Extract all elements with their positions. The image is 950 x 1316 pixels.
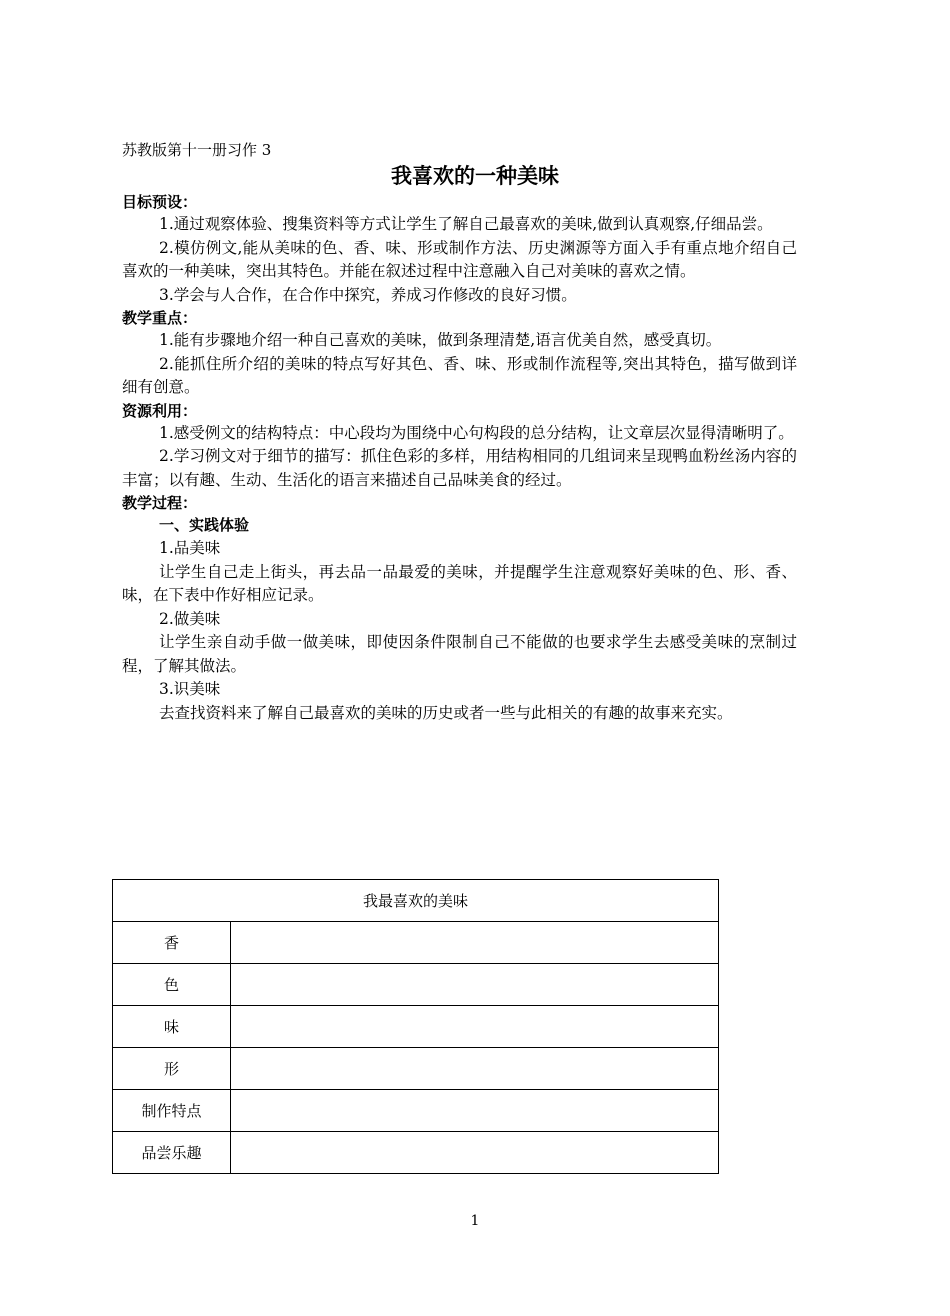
row-label: 形	[113, 1048, 231, 1090]
step-title: 1.品美味	[159, 539, 221, 557]
row-entry-cell	[231, 1048, 719, 1090]
resources-heading: 资源利用：	[122, 401, 198, 420]
goals-heading: 目标预设：	[122, 193, 198, 211]
resource-item: 2.学习例文对于细节的描写：抓住色彩的多样，用结构相同的几组词来呈现鸭血粉丝汤内容的丰富；以有趣、生动、生活化的语言来描述自己品味美食的经过。	[122, 447, 797, 489]
document-body	[122, 191, 797, 725]
table-row	[113, 964, 719, 1006]
row-label: 味	[113, 1006, 231, 1048]
process-heading: 教学过程：	[122, 494, 198, 512]
favorite-food-table	[112, 879, 719, 1174]
row-entry-cell	[231, 1090, 719, 1132]
step-text: 去查找资料来了解自己最喜欢的美味的历史或者一些与此相关的有趣的故事来充实。	[159, 703, 733, 722]
row-entry-cell	[231, 1132, 719, 1174]
table-row	[113, 922, 719, 964]
row-label: 制作特点	[113, 1090, 231, 1132]
table-row	[113, 1048, 719, 1090]
document-title: 我喜欢的一种美味	[391, 164, 559, 188]
goal-item: 2.模仿例文,能从美味的色、香、味、形或制作方法、历史渊源等方面入手有重点地介绍自己喜欢的一种美味，突出其特色。并能在叙述过程中注意融入自己对美味的喜欢之情。	[122, 238, 797, 280]
table-row	[113, 1090, 719, 1132]
series-label: 苏教版第十一册习作 3	[122, 141, 272, 159]
key-points-heading: 教学重点：	[122, 309, 198, 327]
step-text: 让学生亲自动手做一做美味，即使因条件限制自己不能做的也要求学生去感受美味的烹制过程，了解其做法。	[122, 633, 797, 675]
row-entry-cell	[231, 1006, 719, 1048]
row-entry-cell	[231, 964, 719, 1006]
table-title: 我最喜欢的美味	[113, 880, 719, 922]
key-point-item: 1.能有步骤地介绍一种自己喜欢的美味，做到条理清楚,语言优美自然，感受真切。	[159, 331, 722, 349]
step-title: 2.做美味	[159, 609, 221, 628]
page-number: 1	[470, 1213, 480, 1229]
goal-item: 1.通过观察体验、搜集资料等方式让学生了解自己最喜欢的美味,做到认真观察,仔细品尝。	[159, 215, 773, 233]
key-point-item: 2.能抓住所介绍的美味的特点写好其色、香、味、形或制作流程等,突出其特色，描写做到详细有创意。	[122, 354, 797, 396]
row-label: 品尝乐趣	[113, 1132, 231, 1174]
table-row	[113, 1132, 719, 1174]
goal-item: 3.学会与人合作，在合作中探究，养成习作修改的良好习惯。	[159, 285, 577, 304]
process-subheading: 一、实践体验	[159, 516, 250, 534]
step-title: 3.识美味	[159, 680, 221, 698]
row-entry-cell	[231, 922, 719, 964]
resource-item: 1.感受例文的结构特点：中心段均为围绕中心句构段的总分结构，让文章层次显得清晰明了。	[159, 423, 794, 442]
step-text: 让学生自己走上街头，再去品一品最爱的美味，并提醒学生注意观察好美味的色、形、香、味，在下表中作好相应记录。	[122, 562, 797, 604]
row-label: 色	[113, 964, 231, 1006]
table-row	[113, 1006, 719, 1048]
row-label: 香	[113, 922, 231, 964]
